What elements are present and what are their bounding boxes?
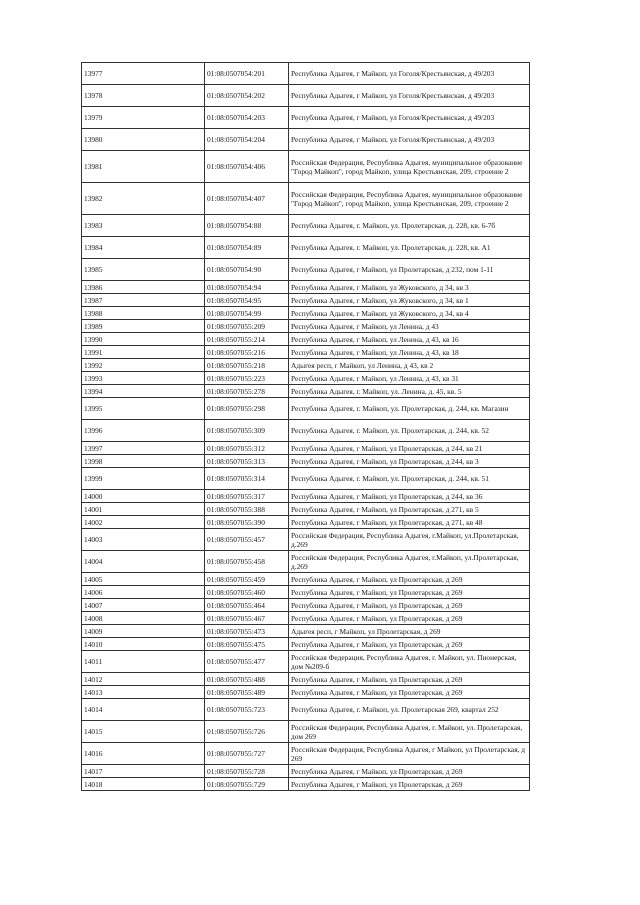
cadastral-number-cell: 01:08:0507055:458	[205, 551, 289, 573]
address-cell: Республика Адыгея, г Майкоп, ул Ленина, д 43, кв 16	[289, 333, 530, 346]
cadastral-number-cell: 01:08:0507055:723	[205, 699, 289, 721]
row-number-cell: 14009	[82, 625, 205, 638]
address-cell: Республика Адыгея, г Майкоп, ул Ленина, д 43	[289, 320, 530, 333]
table-row	[82, 307, 530, 320]
cadastral-number-cell: 01:08:0507055:218	[205, 359, 289, 372]
cadastral-number-cell: 01:08:0507055:467	[205, 612, 289, 625]
register-table	[81, 62, 530, 791]
address-cell: Республика Адыгея, г Майкоп, ул Пролетарская, д 271, кв 5	[289, 503, 530, 516]
cadastral-number-cell: 01:08:0507054:88	[205, 215, 289, 237]
address-cell: Республика Адыгея, г Майкоп, ул Пролетарская, д 269	[289, 673, 530, 686]
table-row	[82, 107, 530, 129]
row-number-cell: 14007	[82, 599, 205, 612]
table-row	[82, 673, 530, 686]
row-number-cell: 14010	[82, 638, 205, 651]
address-cell: Российская Федерация, Республика Адыгея, г.Майкоп, ул.Пролетарская, д.269	[289, 551, 530, 573]
row-number-cell: 13991	[82, 346, 205, 359]
row-number-cell: 13993	[82, 372, 205, 385]
table-row	[82, 743, 530, 765]
row-number-cell: 13990	[82, 333, 205, 346]
table-row	[82, 385, 530, 398]
row-number-cell: 14005	[82, 573, 205, 586]
table-row	[82, 346, 530, 359]
address-cell: Республика Адыгея, г Майкоп, ул Пролетарская, д 269	[289, 599, 530, 612]
row-number-cell: 14011	[82, 651, 205, 673]
table-row	[82, 529, 530, 551]
row-number-cell: 14017	[82, 765, 205, 778]
address-cell: Республика Адыгея, г. Майкоп, ул. Пролетарская 269, квартал 252	[289, 699, 530, 721]
cadastral-number-cell: 01:08:0507055:727	[205, 743, 289, 765]
row-number-cell: 14006	[82, 586, 205, 599]
row-number-cell: 13994	[82, 385, 205, 398]
row-number-cell: 13981	[82, 151, 205, 183]
address-cell: Республика Адыгея, г Майкоп, ул Пролетарская, д 244, кв 3	[289, 455, 530, 468]
cadastral-number-cell: 01:08:0507055:475	[205, 638, 289, 651]
cadastral-number-cell: 01:08:0507055:457	[205, 529, 289, 551]
table-row	[82, 468, 530, 490]
row-number-cell: 14016	[82, 743, 205, 765]
cadastral-number-cell: 01:08:0507054:90	[205, 259, 289, 281]
cadastral-number-cell: 01:08:0507055:216	[205, 346, 289, 359]
row-number-cell: 14013	[82, 686, 205, 699]
row-number-cell: 14008	[82, 612, 205, 625]
address-cell: Российская Федерация, Республика Адыгея, муниципальное образование "Город Майкоп", город Майкоп, улица Крестьянская, 209, строение 2	[289, 183, 530, 215]
table-row	[82, 333, 530, 346]
cadastral-number-cell: 01:08:0507055:298	[205, 398, 289, 420]
cadastral-number-cell: 01:08:0507054:407	[205, 183, 289, 215]
cadastral-number-cell: 01:08:0507055:214	[205, 333, 289, 346]
table-row	[82, 420, 530, 442]
table-row	[82, 599, 530, 612]
row-number-cell: 13988	[82, 307, 205, 320]
cadastral-number-cell: 01:08:0507055:209	[205, 320, 289, 333]
table-row	[82, 651, 530, 673]
address-cell: Республика Адыгея, г Майкоп, ул Пролетарская, д 244, кв 36	[289, 490, 530, 503]
address-cell: Республика Адыгея, г. Майкоп, ул. Пролетарская, д. 228, кв. 6-7б	[289, 215, 530, 237]
address-cell: Республика Адыгея, г Майкоп, ул Пролетарская, д 269	[289, 586, 530, 599]
address-cell: Республика Адыгея, г. Майкоп, ул. Пролетарская, д. 244, кв. Магазин	[289, 398, 530, 420]
cadastral-number-cell: 01:08:0507055:489	[205, 686, 289, 699]
address-cell: Адыгея респ, г Майкоп, ул Пролетарская, д 269	[289, 625, 530, 638]
address-cell: Республика Адыгея, г Майкоп, ул Пролетарская, д 269	[289, 778, 530, 791]
row-number-cell: 14014	[82, 699, 205, 721]
row-number-cell: 13989	[82, 320, 205, 333]
cadastral-number-cell: 01:08:0507055:313	[205, 455, 289, 468]
cadastral-number-cell: 01:08:0507055:390	[205, 516, 289, 529]
address-cell: Республика Адыгея, г Майкоп, ул Пролетарская, д 244, кв 21	[289, 442, 530, 455]
row-number-cell: 13992	[82, 359, 205, 372]
table-row	[82, 129, 530, 151]
table-row	[82, 686, 530, 699]
cadastral-number-cell: 01:08:0507054:201	[205, 63, 289, 85]
table-row	[82, 359, 530, 372]
cadastral-number-cell: 01:08:0507055:314	[205, 468, 289, 490]
row-number-cell: 13998	[82, 455, 205, 468]
row-number-cell: 13997	[82, 442, 205, 455]
cadastral-number-cell: 01:08:0507055:729	[205, 778, 289, 791]
address-cell: Республика Адыгея, г Майкоп, ул Пролетарская, д 269	[289, 686, 530, 699]
table-row	[82, 442, 530, 455]
cadastral-number-cell: 01:08:0507055:317	[205, 490, 289, 503]
table-row	[82, 372, 530, 385]
table-row	[82, 215, 530, 237]
row-number-cell: 14002	[82, 516, 205, 529]
table-row	[82, 765, 530, 778]
table-row	[82, 778, 530, 791]
address-cell: Республика Адыгея, г. Майкоп, ул. Пролетарская, д. 244, кв. 52	[289, 420, 530, 442]
address-cell: Российская Федерация, Республика Адыгея, г.Майкоп, ул.Пролетарская, д.269	[289, 529, 530, 551]
row-number-cell: 14018	[82, 778, 205, 791]
row-number-cell: 13987	[82, 294, 205, 307]
address-cell: Республика Адыгея, г Майкоп, ул Гоголя/Крестьянская, д 49/203	[289, 129, 530, 151]
address-cell: Республика Адыгея, г Майкоп, ул Пролетарская, д 269	[289, 765, 530, 778]
cadastral-number-cell: 01:08:0507055:473	[205, 625, 289, 638]
cadastral-number-cell: 01:08:0507054:89	[205, 237, 289, 259]
row-number-cell: 13995	[82, 398, 205, 420]
address-cell: Республика Адыгея, г Майкоп, ул Пролетарская, д 269	[289, 573, 530, 586]
row-number-cell: 14012	[82, 673, 205, 686]
address-cell: Республика Адыгея, г Майкоп, ул Пролетарская, д 269	[289, 638, 530, 651]
row-number-cell: 13986	[82, 281, 205, 294]
row-number-cell: 13996	[82, 420, 205, 442]
cadastral-number-cell: 01:08:0507054:406	[205, 151, 289, 183]
address-cell: Республика Адыгея, г Майкоп, ул Гоголя/Крестьянская, д 49/203	[289, 107, 530, 129]
table-row	[82, 259, 530, 281]
row-number-cell: 13982	[82, 183, 205, 215]
address-cell: Республика Адыгея, г Майкоп, ул Гоголя/Крестьянская, д 49/203	[289, 63, 530, 85]
row-number-cell: 13977	[82, 63, 205, 85]
row-number-cell: 14001	[82, 503, 205, 516]
table-row	[82, 237, 530, 259]
address-cell: Российская Федерация, Республика Адыгея, муниципальное образование "Город Майкоп", город Майкоп, улица Крестьянская, 209, строение 2	[289, 151, 530, 183]
table-row	[82, 516, 530, 529]
cadastral-number-cell: 01:08:0507055:278	[205, 385, 289, 398]
table-row	[82, 721, 530, 743]
table-row	[82, 699, 530, 721]
table-row	[82, 638, 530, 651]
table-row	[82, 551, 530, 573]
address-cell: Республика Адыгея, г. Майкоп, ул. Пролетарская, д. 244, кв. 51	[289, 468, 530, 490]
table-row	[82, 183, 530, 215]
address-cell: Республика Адыгея, г Майкоп, ул Жуковского, д 34, кв 1	[289, 294, 530, 307]
address-cell: Республика Адыгея, г Майкоп, ул Гоголя/Крестьянская, д 49/203	[289, 85, 530, 107]
cadastral-number-cell: 01:08:0507054:99	[205, 307, 289, 320]
address-cell: Республика Адыгея, г. Майкоп, ул. Пролетарская, д. 228, кв. А1	[289, 237, 530, 259]
row-number-cell: 14000	[82, 490, 205, 503]
cadastral-number-cell: 01:08:0507055:460	[205, 586, 289, 599]
cadastral-number-cell: 01:08:0507055:459	[205, 573, 289, 586]
cadastral-number-cell: 01:08:0507055:464	[205, 599, 289, 612]
register-table-body	[82, 63, 530, 791]
table-row	[82, 63, 530, 85]
address-cell: Адыгея респ, г Майкоп, ул Ленина, д 43, кв 2	[289, 359, 530, 372]
cadastral-number-cell: 01:08:0507055:388	[205, 503, 289, 516]
row-number-cell: 13985	[82, 259, 205, 281]
cadastral-number-cell: 01:08:0507054:202	[205, 85, 289, 107]
address-cell: Республика Адыгея, г Майкоп, ул Пролетарская, д 269	[289, 612, 530, 625]
address-cell: Республика Адыгея, г Майкоп, ул Пролетарская, д 232, пом 1-11	[289, 259, 530, 281]
table-row	[82, 151, 530, 183]
table-row	[82, 320, 530, 333]
row-number-cell: 13983	[82, 215, 205, 237]
cadastral-number-cell: 01:08:0507055:309	[205, 420, 289, 442]
address-cell: Республика Адыгея, г Майкоп, ул Жуковского, д 34, кв 4	[289, 307, 530, 320]
cadastral-number-cell: 01:08:0507054:94	[205, 281, 289, 294]
cadastral-number-cell: 01:08:0507055:728	[205, 765, 289, 778]
table-row	[82, 586, 530, 599]
table-row	[82, 490, 530, 503]
table-row	[82, 503, 530, 516]
cadastral-number-cell: 01:08:0507055:223	[205, 372, 289, 385]
row-number-cell: 13978	[82, 85, 205, 107]
cadastral-number-cell: 01:08:0507055:312	[205, 442, 289, 455]
address-cell: Российская Федерация, Республика Адыгея, г. Майкоп, ул. Пролетарская, дом 269	[289, 721, 530, 743]
table-row	[82, 85, 530, 107]
address-cell: Республика Адыгея, г Майкоп, ул Жуковского, д 34, кв 3	[289, 281, 530, 294]
cadastral-number-cell: 01:08:0507054:204	[205, 129, 289, 151]
table-row	[82, 398, 530, 420]
row-number-cell: 13984	[82, 237, 205, 259]
table-row	[82, 573, 530, 586]
row-number-cell: 13980	[82, 129, 205, 151]
address-cell: Республика Адыгея, г Майкоп, ул Ленина, д 43, кв 31	[289, 372, 530, 385]
cadastral-number-cell: 01:08:0507055:477	[205, 651, 289, 673]
table-row	[82, 612, 530, 625]
row-number-cell: 13999	[82, 468, 205, 490]
address-cell: Российская Федерация, Республика Адыгея, г Майкоп, ул Пролетарская, д 269	[289, 743, 530, 765]
table-row	[82, 625, 530, 638]
cadastral-number-cell: 01:08:0507055:726	[205, 721, 289, 743]
row-number-cell: 14003	[82, 529, 205, 551]
cadastral-number-cell: 01:08:0507054:95	[205, 294, 289, 307]
row-number-cell: 13979	[82, 107, 205, 129]
cadastral-number-cell: 01:08:0507055:488	[205, 673, 289, 686]
row-number-cell: 14004	[82, 551, 205, 573]
table-row	[82, 294, 530, 307]
address-cell: Российская Федерация, Республика Адыгея, г. Майкоп, ул. Пионерская, дом №209-б	[289, 651, 530, 673]
row-number-cell: 14015	[82, 721, 205, 743]
cadastral-number-cell: 01:08:0507054:203	[205, 107, 289, 129]
table-row	[82, 281, 530, 294]
address-cell: Республика Адыгея, г. Майкоп, ул. Ленина, д. 45, кв. 5	[289, 385, 530, 398]
address-cell: Республика Адыгея, г Майкоп, ул Ленина, д 43, кв 18	[289, 346, 530, 359]
address-cell: Республика Адыгея, г Майкоп, ул Пролетарская, д 271, кв 48	[289, 516, 530, 529]
table-row	[82, 455, 530, 468]
